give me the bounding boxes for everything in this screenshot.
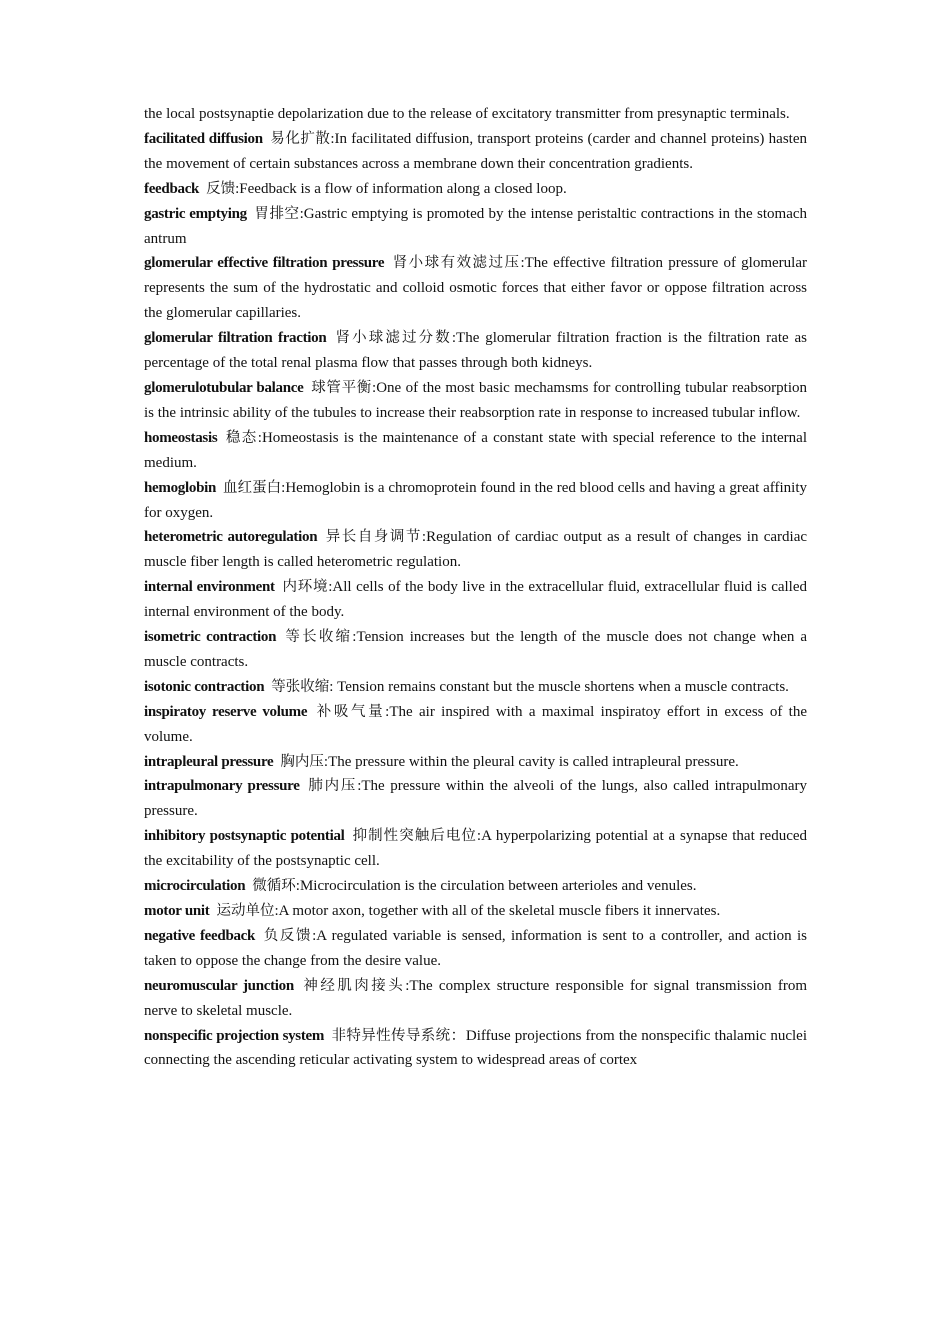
glossary-term: heterometric autoregulation — [144, 529, 318, 546]
glossary-term-chinese: 异长自身调节 — [324, 529, 422, 546]
glossary-term-chinese: 肺内压 — [306, 778, 358, 795]
glossary-term: internal environment — [144, 579, 275, 596]
glossary-term: hemoglobin — [144, 479, 217, 496]
glossary-entry — [144, 251, 807, 326]
glossary-term-chinese: 反馈 — [206, 180, 236, 197]
glossary-separator: : — [257, 429, 262, 446]
glossary-entry — [144, 924, 807, 974]
glossary-term: glomerulotubular balance — [144, 379, 304, 396]
glossary-term: motor unit — [144, 903, 210, 919]
glossary-term-chinese: 稳态 — [224, 429, 258, 446]
glossary-definition: Tension increases but the length of the muscle does not change when a muscle contracts. — [144, 629, 808, 670]
glossary-term: nonspecific projection system — [144, 1027, 325, 1044]
glossary-entry — [144, 575, 807, 625]
glossary-entry — [144, 874, 807, 899]
glossary-separator: : — [357, 778, 362, 795]
glossary-term: feedback — [144, 180, 200, 197]
glossary-term-chinese: 等长收缩 — [283, 629, 353, 646]
glossary-separator: : — [372, 379, 377, 396]
glossary-entry — [144, 774, 807, 824]
glossary-term: glomerular filtration fraction — [144, 330, 327, 347]
glossary-definition: Homeostasis is the maintenance of a constant state with special reference to the internal medium. — [144, 429, 807, 471]
glossary-term-chinese: 微循环 — [252, 878, 296, 895]
glossary-separator: : — [385, 703, 390, 720]
glossary-term-chinese: 抑制性突触后电位 — [351, 828, 477, 845]
glossary-term-chinese: 神经肌肉接头 — [300, 977, 406, 994]
glossary-entry — [144, 426, 807, 476]
glossary-entry — [144, 525, 807, 575]
glossary-term: glomerular effective filtration pressure — [144, 255, 385, 272]
glossary-separator: : — [330, 130, 335, 147]
glossary-term-chinese: 易化扩散 — [269, 130, 331, 147]
glossary-separator: : — [281, 479, 286, 496]
glossary-term-chinese: 内环境 — [281, 579, 329, 596]
glossary-definition: In facilitated diffusion, transport proteins (carder and channel proteins) hasten the movement of certain substances across a membrane down their concentration gradients. — [144, 130, 807, 172]
glossary-definition: One of the most basic mechamsms for controlling tubular reabsorption is the intrinsic ability of the tubules to increase their reabsorption rate in response to increased tubular inflow. — [144, 379, 807, 421]
glossary-term-chinese: 非特异性传导系统 — [331, 1027, 451, 1044]
glossary-definition: Microcirculation is the circulation between arterioles and venules. — [299, 878, 697, 895]
glossary-separator: : — [329, 678, 334, 695]
glossary-separator: : — [274, 903, 279, 919]
glossary-term: isometric contraction — [144, 629, 277, 646]
glossary-separator: : — [299, 205, 304, 222]
glossary-definition: The air inspired with a maximal inspiratoy effort in excess of the volume. — [144, 703, 808, 745]
glossary-entry — [144, 1024, 807, 1074]
glossary-term-chinese: 运动单位 — [216, 903, 275, 919]
glossary-term: intrapleural pressure — [144, 753, 274, 770]
glossary-definition: A motor axon, together with all of the skeletal muscle fibers it innervates. — [278, 903, 721, 919]
glossary-term: neuromuscular junction — [144, 977, 294, 994]
glossary-entry — [144, 974, 807, 1024]
glossary-entry — [144, 824, 807, 874]
glossary-term: gastric emptying — [144, 205, 247, 222]
glossary-separator: : — [235, 180, 240, 197]
glossary-term-chinese: 等张收缩 — [271, 678, 330, 695]
glossary-separator: : — [328, 579, 333, 596]
glossary-term: homeostasis — [144, 429, 218, 446]
glossary-term: inspiratoy reserve volume — [144, 703, 308, 720]
glossary-definition: Regulation of cardiac output as a result of changes in cardiac muscle fiber length is called heterometric regulation. — [144, 529, 808, 571]
glossary-separator: : — [312, 927, 317, 944]
glossary-definition: Feedback is a flow of information along a closed loop. — [239, 180, 567, 197]
glossary-entry — [144, 177, 807, 202]
glossary-definition: The glomerular filtration fraction is the filtration rate as percentage of the total renal plasma flow that passes through both kidneys. — [144, 330, 808, 372]
glossary-definition: The complex structure responsible for signal transmission from nerve to skeletal muscle. — [144, 977, 807, 1019]
glossary-entry — [144, 750, 807, 775]
intro-paragraph: the local postsynaptie depolarization due to the release of excitatory transmitter from presynaptic terminals. — [144, 106, 790, 122]
glossary-entry — [144, 376, 807, 426]
glossary-entry — [144, 326, 807, 376]
glossary-term-chinese: 肾小球有效滤过压 — [391, 255, 521, 272]
glossary-separator: : — [323, 753, 329, 770]
glossary-term-chinese: 负反馈 — [262, 927, 313, 944]
glossary-separator: : — [520, 255, 525, 272]
glossary-definition: Hemoglobin is a chromoprotein found in the red blood cells and having a great affinity for oxygen. — [144, 479, 808, 521]
glossary-entry — [144, 476, 807, 526]
glossary-separator: : — [405, 977, 410, 994]
glossary-term: isotonic contraction — [144, 678, 265, 695]
glossary-definition: All cells of the body live in the extracellular fluid, extracellular fluid is called internal environment of the body. — [144, 579, 807, 621]
glossary-entry — [144, 127, 807, 177]
glossary-definition: Gastric emptying is promoted by the intense peristaltic contractions in the stomach antrum — [144, 205, 808, 247]
glossary-term: microcirculation — [144, 878, 246, 895]
glossary-definition: The pressure within the alveoli of the lungs, also called intrapulmonary pressure. — [144, 778, 807, 820]
document-page — [144, 102, 807, 1073]
glossary-term-chinese: 肾小球滤过分数 — [333, 330, 452, 347]
glossary-definition: The pressure within the pleural cavity is called intrapleural pressure. — [328, 753, 739, 770]
glossary-definition: Diffuse projections from the nonspecific thalamic nuclei connecting the ascending reticular activating system to widespread areas of cortex — [144, 1027, 807, 1069]
glossary-term-chinese: 血红蛋白 — [223, 479, 282, 496]
glossary-entry — [144, 700, 807, 750]
glossary-entry — [144, 899, 807, 924]
glossary-entry — [144, 202, 807, 252]
glossary-separator: : — [421, 529, 427, 546]
glossary-definition: A hyperpolarizing potential at a synapse that reduced the excitability of the postsynaptic cell. — [144, 828, 808, 870]
glossary-list — [144, 127, 807, 1073]
glossary-definition: A regulated variable is sensed, information is sent to a controller, and action is taken to oppose the change from the desire value. — [144, 927, 808, 969]
glossary-term: intrapulmonary pressure — [144, 778, 300, 795]
glossary-term-chinese: 胸内压 — [280, 753, 324, 770]
glossary-separator: : — [352, 629, 357, 646]
glossary-term: inhibitory postsynaptic potential — [144, 828, 345, 845]
glossary-definition: Tension remains constant but the muscle shortens when a muscle contracts. — [333, 678, 789, 695]
glossary-term: facilitated diffusion — [144, 130, 263, 147]
glossary-separator: : — [476, 828, 482, 845]
glossary-separator: : — [451, 330, 457, 347]
glossary-term-chinese: 补吸气量 — [314, 703, 386, 720]
glossary-separator: : — [295, 878, 300, 895]
glossary-entry — [144, 675, 807, 700]
glossary-term-chinese: 球管平衡 — [310, 379, 373, 396]
glossary-separator: ： — [450, 1027, 466, 1044]
glossary-definition: The effective filtration pressure of glomerular represents the sum of the hydrostatic and colloid osmotic forces that either favor or oppose filtration across the glomerular capillaries. — [144, 255, 807, 322]
glossary-entry — [144, 625, 807, 675]
glossary-term-chinese: 胃排空 — [253, 205, 300, 222]
glossary-term: negative feedback — [144, 927, 256, 944]
